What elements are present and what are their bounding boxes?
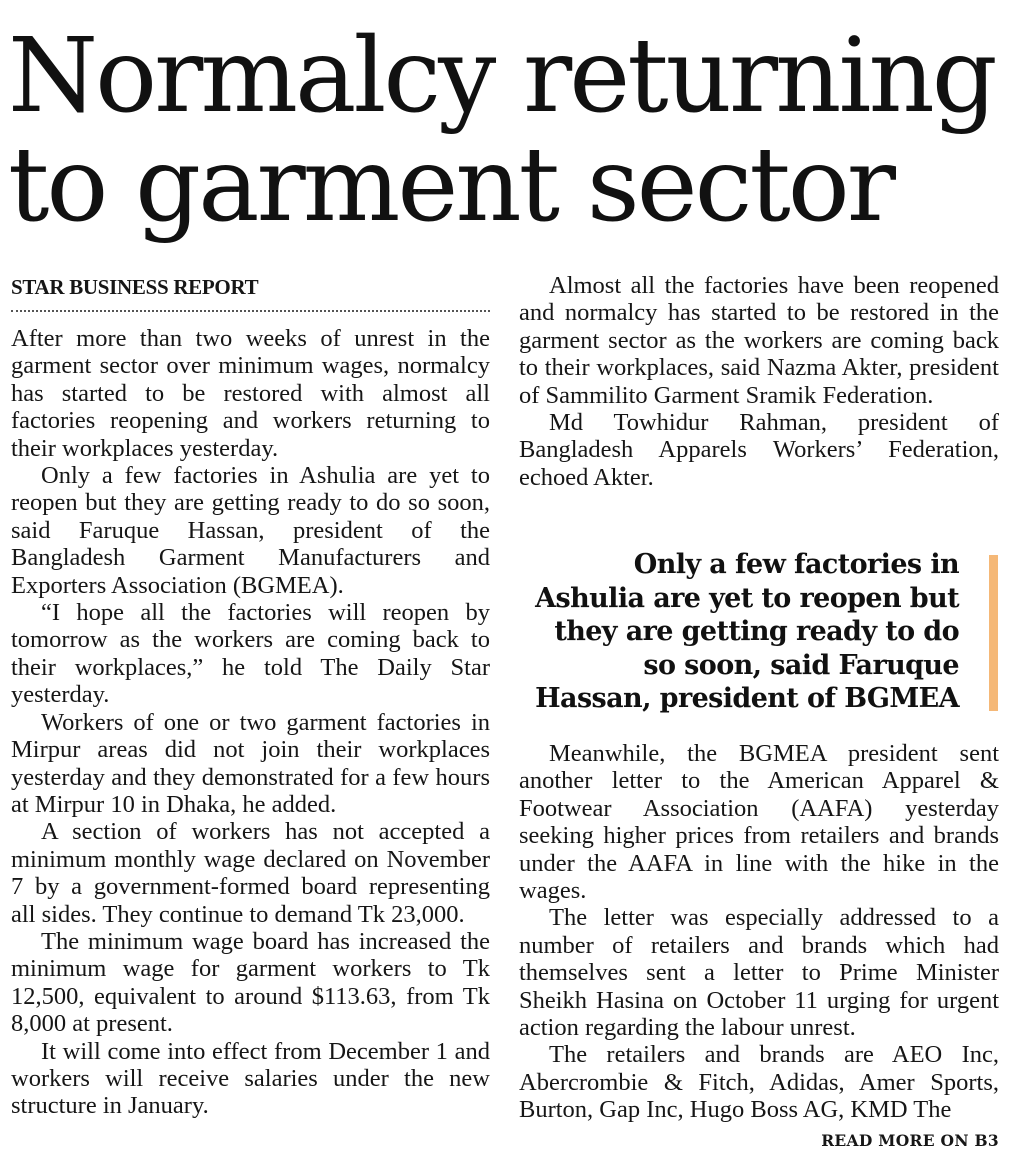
pull-quote-accent-bar [989,555,998,711]
paragraph: The minimum wage board has increased the minimum wage for garment workers to Tk 12,500, equivalent to around $113.63, from Tk 8,000 at present. [11,927,490,1038]
paragraph: After more than two weeks of unrest in the garment sector over minimum wages, normalcy has started to be restored with almost all factories reopening and workers returning to their workplaces yesterday. [11,325,490,462]
paragraph: Almost all the factories have been reopened and normalcy has started to be restored in the garment sector as the workers are coming back to their workplaces, said Nazma Akter, president of Sammilito Garment Sramik Federation. [519,272,999,409]
paragraph: The retailers and brands are AEO Inc, Abercrombie & Fitch, Adidas, Amer Sports, Burton, Gap Inc, Hugo Boss AG, KMD The [519,1041,999,1124]
paragraph: Meanwhile, the BGMEA president sent another letter to the American Apparel & Footwear Association (AAFA) yesterday seeking higher prices from retailers and brands under the AAFA in line with the hike in the wages. [519,740,999,905]
paragraph: Workers of one or two garment factories in Mirpur areas did not join their workplaces yesterday and they demonstrated for a few hours at Mirpur 10 in Dhaka, he added. [11,708,490,818]
paragraph: A section of workers has not accepted a minimum monthly wage declared on November 7 by a government-formed board representing all sides. They continue to demand Tk 23,000. [11,818,490,928]
paragraph: Md Towhidur Rahman, president of Bangladesh Apparels Workers’ Federation, echoed Akter. [519,409,999,491]
pull-quote: Only a few factories in Ashulia are yet to reopen but they are getting ready to do so soon, said Faruque Hassan, president of BGMEA [535,549,959,714]
paragraph: Only a few factories in Ashulia are yet to reopen but they are getting ready to do so soon, said Faruque Hassan, president of the Bangladesh Garment Manufacturers and Exporters Association (BGMEA). [11,462,490,599]
left-column [11,325,490,1155]
headline-line-2: to garment sector [8,125,893,245]
byline-dotted-divider [11,310,490,312]
paragraph: The letter was especially addressed to a number of retailers and brands which had themselves sent a letter to Prime Minister Sheikh Hasina on October 11 urging for urgent action regarding the labour unrest. [519,904,999,1042]
headline-line-1: Normalcy returning [8,16,995,136]
right-column-bottom [519,740,999,1128]
headline [8,16,1003,245]
right-column-top [519,272,999,522]
paragraph: It will come into effect from December 1 and workers will receive salaries under the new structure in January. [11,1037,490,1120]
byline: STAR BUSINESS REPORT [11,275,259,299]
read-more-link[interactable]: READ MORE ON B3 [821,1131,999,1150]
paragraph: “I hope all the factories will reopen by tomorrow as the workers are coming back to their workplaces,” he told The Daily Star yesterday. [11,599,490,709]
